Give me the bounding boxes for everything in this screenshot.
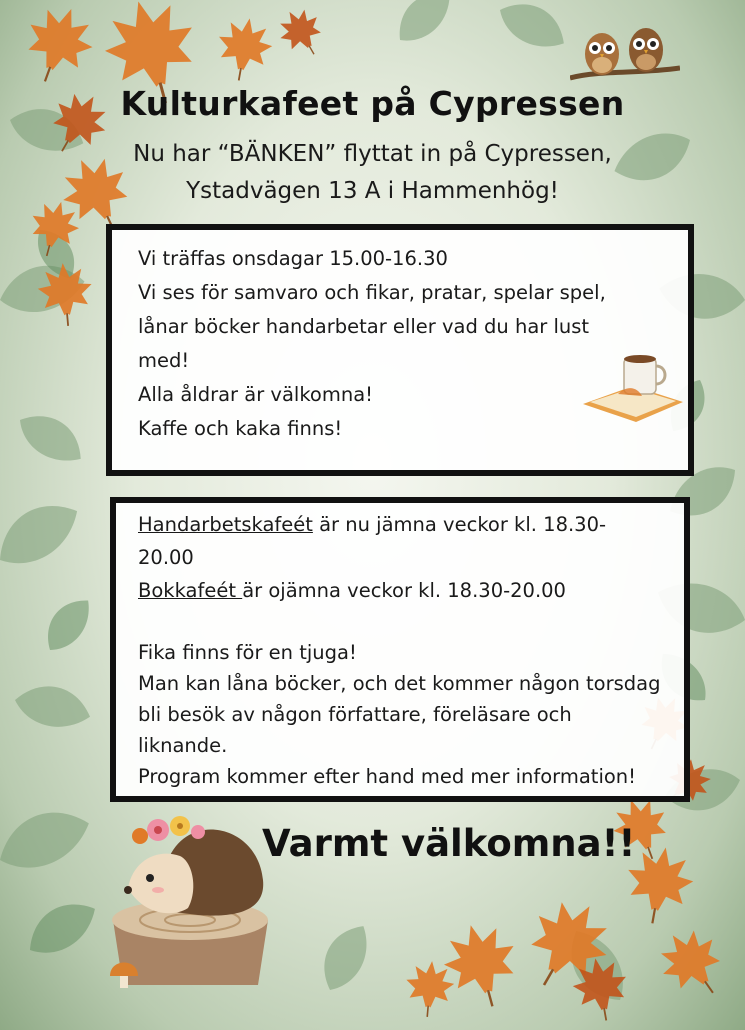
handarbets-line — [138, 513, 606, 536]
handarbets-cont: 20.00 — [138, 546, 194, 569]
box1-line-2: Vi ses för samvaro och fikar, pratar, spelar spel, — [138, 281, 606, 304]
handarbets-text: är nu jämna veckor kl. 18.30- — [312, 513, 607, 536]
subtitle-line-1: Nu har “BÄNKEN” flyttat in på Cypressen, — [133, 141, 612, 167]
handarbets-label: Handarbetskafeét — [138, 513, 313, 536]
bok-line — [138, 579, 566, 602]
cafe-schedule-box — [110, 497, 690, 802]
box1-line-1: Vi träffas onsdagar 15.00-16.30 — [138, 247, 448, 270]
bok-text: är ojämna veckor kl. 18.30-20.00 — [242, 579, 566, 602]
hedgehog-icon — [88, 800, 288, 1000]
box2-line-1: Fika finns för en tjuga! — [138, 641, 357, 664]
box1-line-4: med! — [138, 349, 190, 372]
box1-line-6: Kaffe och kaka finns! — [138, 417, 343, 440]
box2-line-4: liknande. — [138, 734, 228, 757]
closing-message: Varmt välkomna!! — [262, 822, 636, 865]
box1-line-5: Alla åldrar är välkomna! — [138, 383, 373, 406]
page-title: Kulturkafeet på Cypressen — [120, 84, 625, 123]
box2-line-3: bli besök av någon författare, föreläsare och — [138, 703, 572, 726]
owl-icon — [570, 18, 680, 90]
box2-line-2: Man kan låna böcker, och det kommer någon torsdag — [138, 672, 661, 695]
meeting-info-box — [106, 224, 694, 476]
subtitle-line-2: Ystadvägen 13 A i Hammenhög! — [186, 178, 559, 204]
coffee-cup-icon — [578, 344, 688, 424]
box2-line-5: Program kommer efter hand med mer information! — [138, 765, 636, 788]
bok-label: Bokkafeét — [138, 579, 243, 602]
box1-line-3: lånar böcker handarbetar eller vad du har lust — [138, 315, 590, 338]
